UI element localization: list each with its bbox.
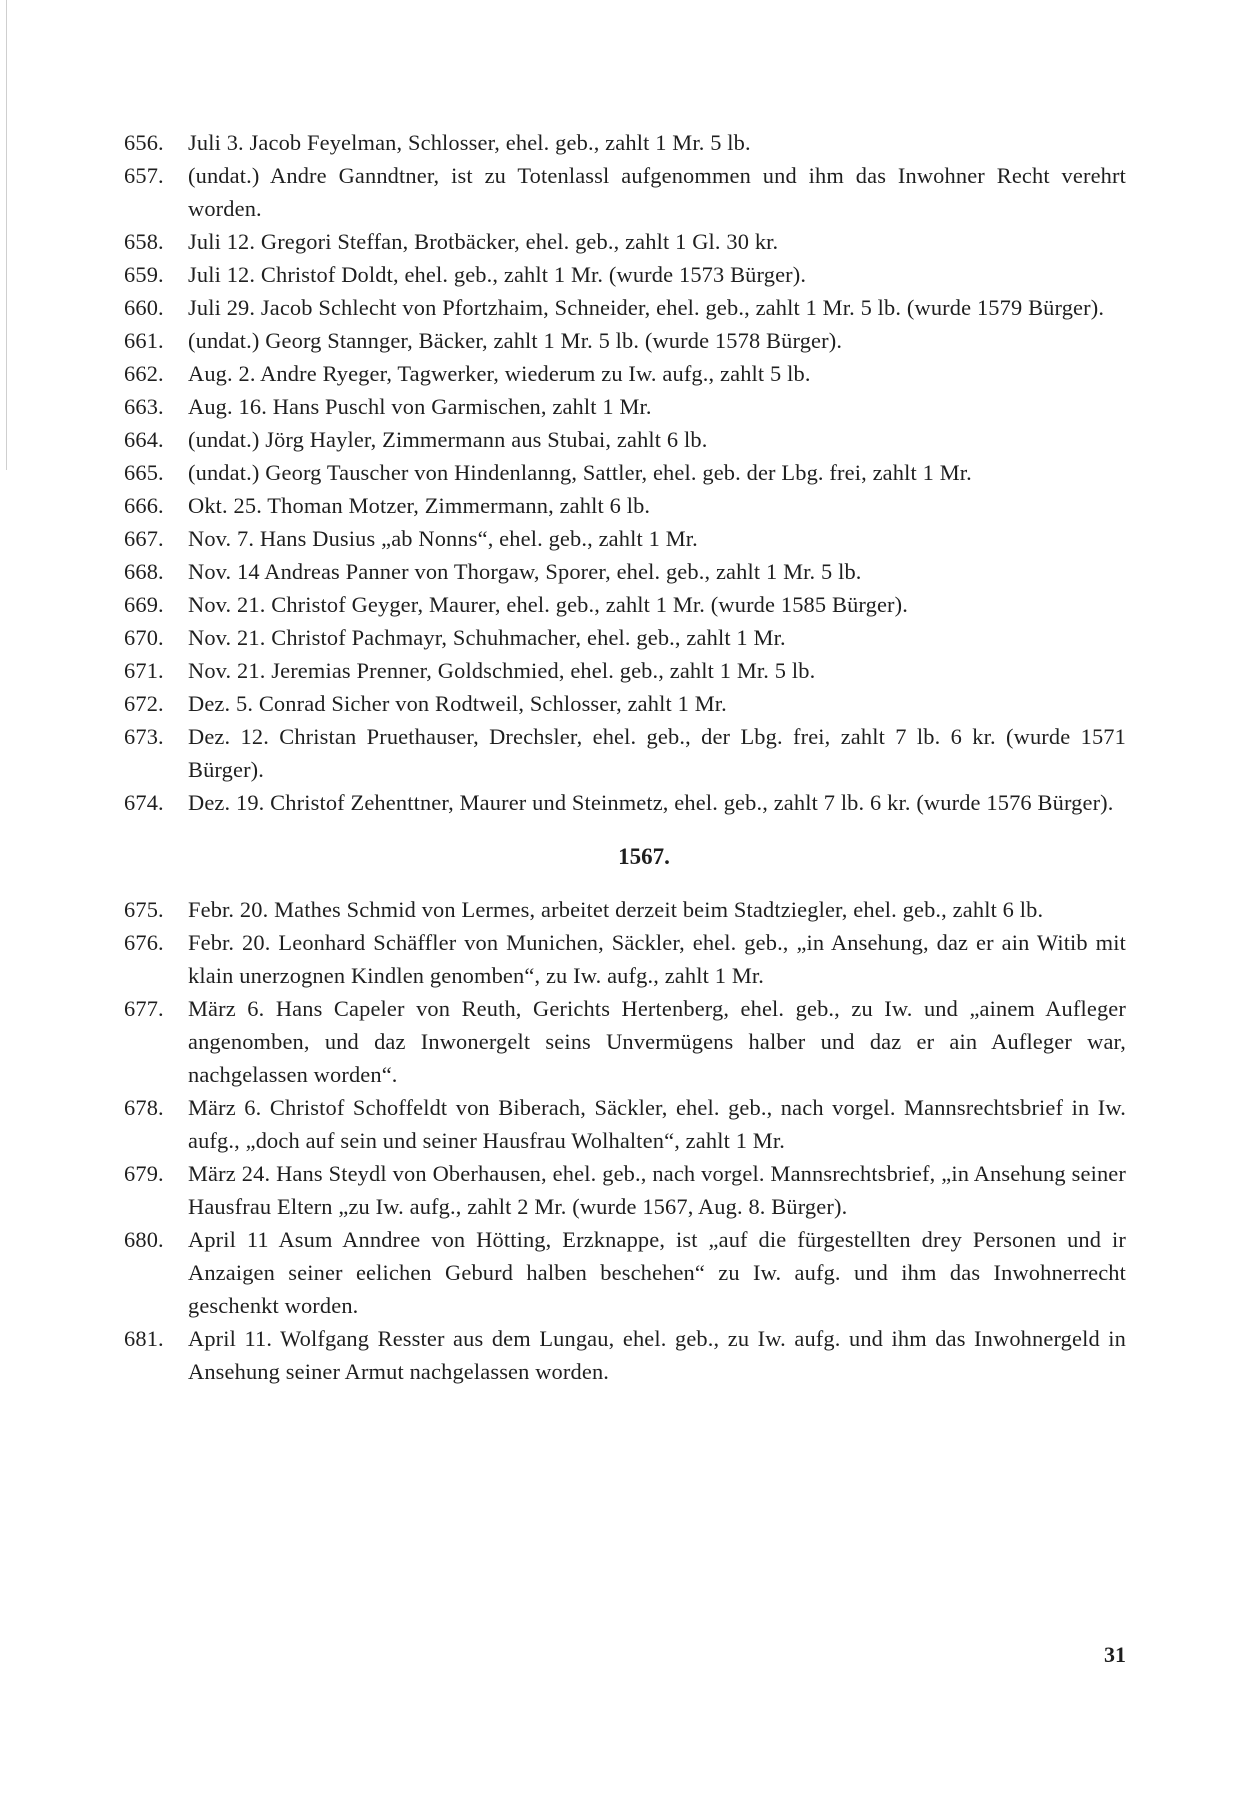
entry-number: 677. [124,996,164,1021]
entry [124,621,1126,654]
entry [124,555,1126,588]
entry [124,926,1126,992]
entry-number: 681. [124,1326,164,1351]
entry-text: Okt. 25. Thoman Motzer, Zimmermann, zahlt 6 lb. [188,493,651,518]
entry [124,357,1126,390]
entry-number: 676. [124,930,164,955]
entry-text: Juli 12. Christof Doldt, ehel. geb., zahlt 1 Mr. (wurde 1573 Bürger). [188,262,807,287]
entry [124,126,1126,159]
entry [124,1091,1126,1157]
entry-text: Nov. 21. Jeremias Prenner, Goldschmied, ehel. geb., zahlt 1 Mr. 5 lb. [188,658,816,683]
entry [124,291,1126,324]
entry-number: 663. [124,394,164,419]
entry [124,687,1126,720]
entry-number: 675. [124,897,164,922]
entry-number: 678. [124,1095,164,1120]
page-body [124,126,1126,1388]
entry-text: März 6. Hans Capeler von Reuth, Gerichts Hertenberg, ehel. geb., zu Iw. und „ainem Aufleger angenomben, und daz Inwonergelt seins Unvermügens halber und daz er ain Aufleger war, nachgelassen worden“. [188,996,1126,1087]
entry-number: 657. [124,163,164,188]
entry-text: Dez. 12. Christan Pruethauser, Drechsler, ehel. geb., der Lbg. frei, zahlt 7 lb. 6 kr. (wurde 1571 Bürger). [188,724,1126,782]
entry-number: 666. [124,493,164,518]
entry [124,1157,1126,1223]
page-number: 31 [1104,1642,1126,1667]
entry-number: 669. [124,592,164,617]
entry-number: 665. [124,460,164,485]
entries-1567 [124,893,1126,1388]
entry-text: Aug. 2. Andre Ryeger, Tagwerker, wiederum zu Iw. aufg., zahlt 5 lb. [188,361,811,386]
page-edge-line [6,0,7,470]
entry [124,258,1126,291]
entry-number: 662. [124,361,164,386]
entry [124,992,1126,1091]
entry [124,489,1126,522]
entry [124,159,1126,225]
entry [124,1223,1126,1322]
entry-text: Dez. 5. Conrad Sicher von Rodtweil, Schlosser, zahlt 1 Mr. [188,691,727,716]
entry [124,786,1126,819]
entry-text: Nov. 7. Hans Dusius „ab Nonns“, ehel. geb., zahlt 1 Mr. [188,526,698,551]
entry-number: 659. [124,262,164,287]
entry [124,456,1126,489]
entry-number: 656. [124,130,164,155]
entry-text: Febr. 20. Mathes Schmid von Lermes, arbeitet derzeit beim Stadtziegler, ehel. geb., zahlt 6 lb. [188,897,1044,922]
entry-text: Febr. 20. Leonhard Schäffler von Munichen, Säckler, ehel. geb., „in Ansehung, daz er ain Witib mit klain unerzognen Kindlen genomben“, zu Iw. aufg., zahlt 1 Mr. [188,930,1126,988]
entry-text: (undat.) Andre Ganndtner, ist zu Totenlassl aufgenommen und ihm das Inwohner Recht verehrt worden. [188,163,1126,221]
entry-number: 658. [124,229,164,254]
entry [124,654,1126,687]
entry [124,225,1126,258]
entry [124,893,1126,926]
entry-text: Nov. 21. Christof Pachmayr, Schuhmacher, ehel. geb., zahlt 1 Mr. [188,625,786,650]
entry-number: 679. [124,1161,164,1186]
entry [124,324,1126,357]
entry-text: (undat.) Georg Tauscher von Hindenlanng, Sattler, ehel. geb. der Lbg. frei, zahlt 1 Mr. [188,460,972,485]
entry-text: März 24. Hans Steydl von Oberhausen, ehel. geb., nach vorgel. Mannsrechtsbrief, „in Ansehung seiner Hausfrau Eltern „zu Iw. aufg., zahlt 2 Mr. (wurde 1567, Aug. 8. Bürger). [188,1161,1126,1219]
year-heading: 1567. [618,844,670,869]
entry-number: 674. [124,790,164,815]
entry-text: Nov. 14 Andreas Panner von Thorgaw, Sporer, ehel. geb., zahlt 1 Mr. 5 lb. [188,559,862,584]
entries-before-1567 [124,126,1126,819]
entry-number: 673. [124,724,164,749]
entry-text: Nov. 21. Christof Geyger, Maurer, ehel. geb., zahlt 1 Mr. (wurde 1585 Bürger). [188,592,909,617]
entry-number: 672. [124,691,164,716]
entry-text: (undat.) Georg Stannger, Bäcker, zahlt 1 Mr. 5 lb. (wurde 1578 Bürger). [188,328,843,353]
entry-text: Juli 12. Gregori Steffan, Brotbäcker, ehel. geb., zahlt 1 Gl. 30 kr. [188,229,779,254]
entry-text: April 11. Wolfgang Resster aus dem Lungau, ehel. geb., zu Iw. aufg. und ihm das Inwohnergeld in Ansehung seiner Armut nachgelassen worden. [188,1326,1126,1384]
entry-number: 668. [124,559,164,584]
entry [124,1322,1126,1388]
entry [124,423,1126,456]
entry-text: Aug. 16. Hans Puschl von Garmischen, zahlt 1 Mr. [188,394,652,419]
entry-text: April 11 Asum Anndree von Hötting, Erzknappe, ist „auf die fürgestellten drey Personen und ir Anzaigen seiner eelichen Geburd halben beschehen“ zu Iw. aufg. und ihm das Inwohnerrecht geschenkt worden. [188,1227,1126,1318]
entry [124,522,1126,555]
entry-number: 670. [124,625,164,650]
entry-number: 667. [124,526,164,551]
entry-text: März 6. Christof Schoffeldt von Biberach, Säckler, ehel. geb., nach vorgel. Mannsrechtsbrief in Iw. aufg., „doch auf sein und seiner Hausfrau Wolhalten“, zahlt 1 Mr. [188,1095,1126,1153]
entry-number: 680. [124,1227,164,1252]
entry-text: Juli 3. Jacob Feyelman, Schlosser, ehel. geb., zahlt 1 Mr. 5 lb. [188,130,751,155]
entry [124,390,1126,423]
entry [124,720,1126,786]
entry-text: (undat.) Jörg Hayler, Zimmermann aus Stubai, zahlt 6 lb. [188,427,708,452]
entry [124,588,1126,621]
entry-number: 660. [124,295,164,320]
entry-number: 664. [124,427,164,452]
entry-number: 661. [124,328,164,353]
entry-text: Juli 29. Jacob Schlecht von Pfortzhaim, Schneider, ehel. geb., zahlt 1 Mr. 5 lb. (wurde 1579 Bürger). [188,295,1105,320]
entry-text: Dez. 19. Christof Zehenttner, Maurer und Steinmetz, ehel. geb., zahlt 7 lb. 6 kr. (wurde 1576 Bürger). [188,790,1114,815]
entry-number: 671. [124,658,164,683]
